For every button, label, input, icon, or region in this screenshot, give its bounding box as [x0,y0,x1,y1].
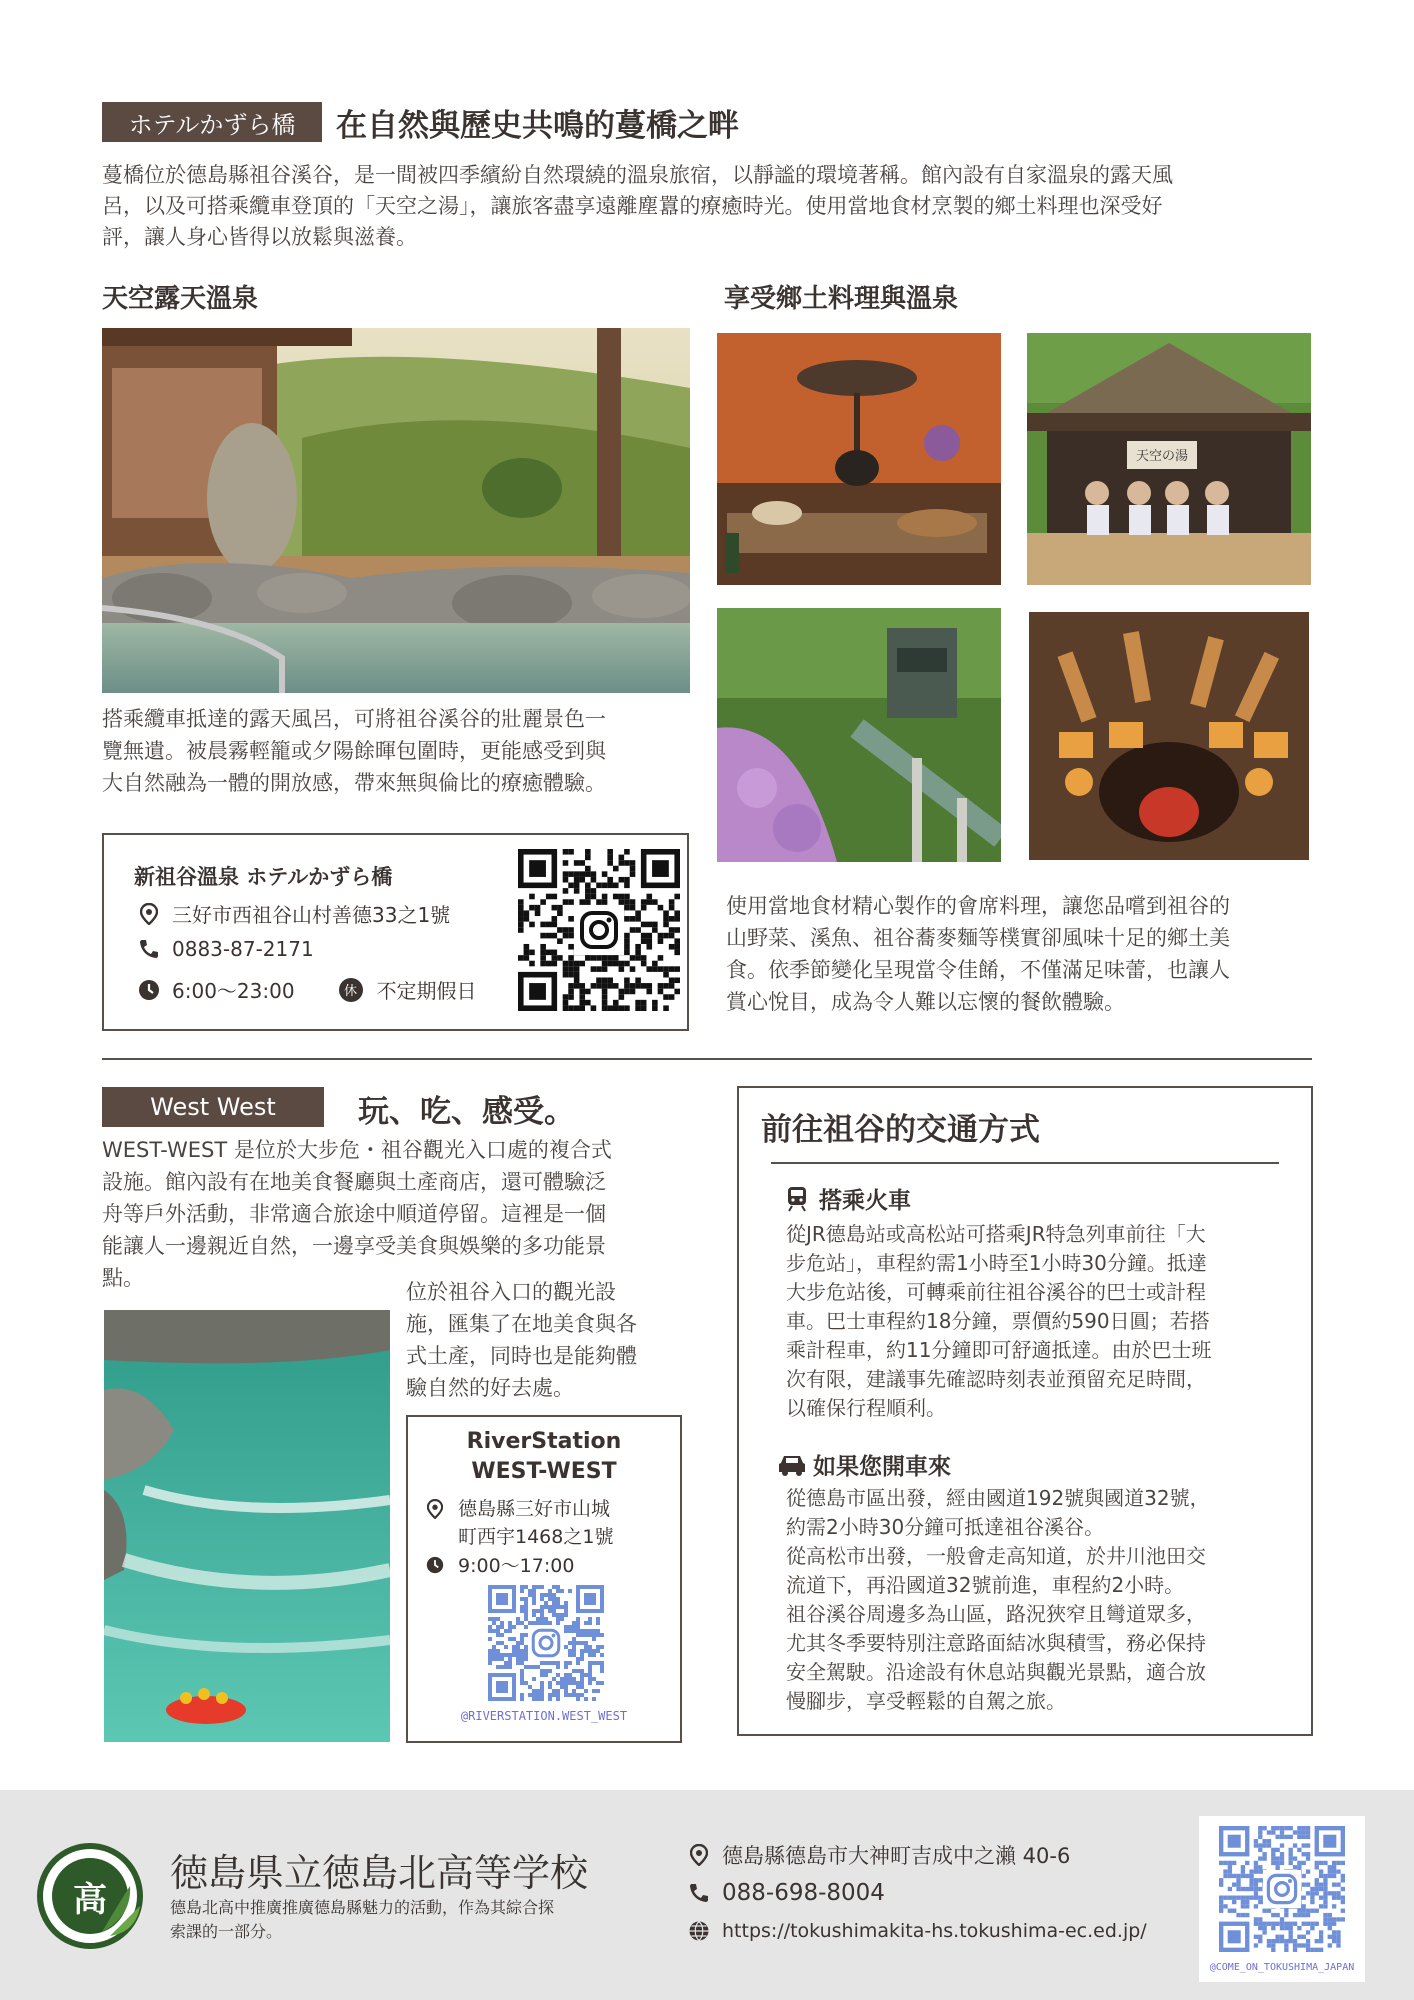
train-icon [787,1186,807,1212]
location-pin-icon [688,1844,710,1866]
cuisine-text-line: 食。依季節變化呈現當令佳餚，不僅滿足味蕾，也讓人 [726,958,1230,982]
footer-phone: 088-698-8004 [722,1880,885,1906]
train-heading-row [787,1182,911,1215]
west-address-row [424,1495,613,1551]
hotel-intro [102,160,1322,253]
west-intro-line: 設施。館內設有在地美食餐廳與土產商店，還可體驗泛 [102,1170,606,1194]
west-side-line: 式土產，同時也是能夠體 [406,1344,637,1368]
school-logo [36,1842,144,1950]
cuisine-heading: 享受鄉土料理與溫泉 [724,284,959,314]
car-text-line: 流道下，再沿國道32號前進，車程約2小時。 [786,1573,1185,1597]
cuisine-text-line: 賞心悅目，成為令人難以忘懷的餐飲體驗。 [726,990,1125,1014]
train-text-line: 大步危站後，可轉乘前往祖谷溪谷的巴士或計程 [786,1280,1206,1304]
car-heading: 如果您開車來 [813,1454,951,1480]
hotel-qr-code[interactable] [518,849,680,1011]
hotel-info-name: 新祖谷溫泉 ホテルかずら橋 [134,865,393,889]
hotel-hours-row [138,975,477,1004]
west-hours: 9:00～17:00 [458,1555,575,1577]
train-text-line: 步危站」，車程約需1小時至1小時30分鐘。抵達 [786,1251,1207,1275]
west-side-line: 驗自然的好去處。 [406,1376,574,1400]
footer [0,1790,1414,2000]
clock-icon [424,1554,446,1576]
west-intro-line: 舟等戶外活動，非常適合旅途中順道停留。這裡是一個 [102,1202,606,1226]
section-divider [102,1058,1312,1060]
hotel-phone-row [138,937,314,961]
instagram-icon [528,1625,564,1661]
west-title: 玩、吃、感受。 [358,1094,575,1130]
west-info-name-line1: RiverStation [466,1429,622,1454]
west-side-text [406,1276,706,1404]
car-text-line: 安全駕駛。沿途設有休息站與觀光景點，適合放 [786,1660,1206,1684]
instagram-icon [574,905,624,955]
car-heading-row [777,1448,951,1481]
hotel-closed: 不定期假日 [376,979,477,1003]
phone-icon [688,1882,710,1904]
access-box [737,1086,1313,1736]
train-text-line: 次有限，建議事先確認時刻表並預留充足時間， [786,1367,1206,1391]
grilled-fish-photo [1029,612,1309,860]
school-name: 徳島県立徳島北高等学校 [170,1851,589,1895]
footer-address-row [688,1840,1070,1870]
car-text [786,1484,1296,1716]
car-text-line: 約需2小時30分鐘可抵達祖谷溪谷。 [786,1515,1105,1539]
west-intro-line: WEST-WEST 是位於大步危・祖谷觀光入口處的複合式 [102,1138,612,1162]
west-info-name [408,1427,680,1487]
west-hours-row [424,1551,574,1578]
school-desc-line: 德島北高中推廣推廣德島縣魅力的活動，作為其綜合探 [170,1898,555,1917]
phone-icon [138,938,160,960]
west-address-line2: 町西宇1468之1號 [458,1526,614,1548]
school-desc-line: 索課的一部分。 [170,1922,283,1941]
onsen-text-line: 搭乘纜車抵達的露天風呂，可將祖谷溪谷的壯麗景色一 [102,707,606,731]
onsen-heading: 天空露天溫泉 [102,284,259,314]
onsen-text-line: 覽無遺。被晨霧輕籠或夕陽餘暉包圍時，更能感受到與 [102,739,606,763]
west-intro-line: 點。 [102,1266,144,1290]
hotel-info-box [102,833,689,1031]
onsen-photo [102,328,690,693]
west-side-line: 位於祖谷入口的觀光設 [406,1280,616,1304]
location-pin-icon [138,903,160,925]
hotel-address-row [138,899,450,928]
footer-phone-row [688,1880,885,1906]
car-icon [777,1453,807,1477]
train-text [786,1220,1296,1423]
train-text-line: 以確保行程順利。 [786,1396,946,1420]
west-tag: West West [102,1087,324,1127]
footer-qr-code [1219,1826,1345,1952]
west-info-box [406,1415,682,1743]
kaiseki-photo [717,333,1001,585]
footer-qr-caption: @COME_ON_TOKUSHIMA_JAPAN [1209,1962,1355,1973]
cable-car-photo [717,608,1001,862]
footer-url[interactable]: https://tokushimakita-hs.tokushima-ec.ed.jp/ [722,1920,1147,1942]
onsen-text-line: 大自然融為一體的開放感，帶來無與倫比的療癒體驗。 [102,771,606,795]
train-text-line: 從JR德島站或高松站可搭乘JR特急列車前往「大 [786,1222,1206,1246]
west-qr-code[interactable] [488,1585,604,1701]
car-text-line: 尤其冬季要特別注意路面結冰與積雪，務必保持 [786,1631,1206,1655]
car-text-line: 從高松市出發，一般會走高知道，於井川池田交 [786,1544,1206,1568]
west-qr-caption: @RIVERSTATION.WEST_WEST [460,1709,628,1723]
train-text-line: 車。巴士車程約18分鐘，票價約590日圓；若搭 [786,1309,1210,1333]
car-text-line: 從德島市區出發，經由國道192號與國道32號， [786,1486,1210,1510]
footer-url-row[interactable] [688,1920,1147,1942]
hotel-tag: ホテルかずら橋 [102,102,322,142]
hotel-address: 三好市西祖谷山村善德33之1號 [172,903,451,927]
west-info-name-line2: WEST-WEST [471,1459,617,1484]
west-side-line: 施，匯集了在地美食與各 [406,1312,637,1336]
cuisine-text-line: 使用當地食材精心製作的會席料理，讓您品嚐到祖谷的 [726,894,1230,918]
train-text-line: 乘計程車，約11分鐘即可舒適抵達。由於巴士班 [786,1338,1212,1362]
teahouse-sign-text: 天空の湯 [1135,449,1189,464]
west-intro [102,1134,692,1294]
teahouse-photo [1027,333,1311,585]
west-intro-line: 能讓人一邊親近自然，一邊享受美食與娛樂的多功能景 [102,1234,606,1258]
onsen-text [102,703,702,799]
cuisine-text [726,890,1326,1018]
car-text-line: 慢腳步，享受輕鬆的自駕之旅。 [786,1689,1066,1713]
hotel-intro-line: 評，讓人身心皆得以放鬆與滋養。 [102,225,417,249]
west-address [458,1495,613,1551]
school-logo-char: 高 [73,1880,107,1920]
hotel-hours: 6:00～23:00 [172,979,295,1003]
instagram-icon [1263,1870,1301,1908]
hotel-title: 在自然與歷史共鳴的蔓橋之畔 [336,108,739,144]
west-address-line1: 德島縣三好市山城 [458,1498,611,1520]
closed-icon: 休 [339,978,363,1002]
school-desc [170,1896,554,1944]
location-pin-icon [424,1498,446,1520]
access-title: 前往祖谷的交通方式 [761,1112,1040,1148]
globe-icon [688,1920,710,1942]
hotel-intro-line: 呂，以及可搭乘纜車登頂的「天空之湯」，讓旅客盡享遠離塵囂的療癒時光。使用當地食材烹製的鄉土料理也深受好 [102,194,1163,218]
hotel-phone: 0883-87-2171 [172,937,314,961]
train-heading: 搭乘火車 [819,1188,911,1214]
car-text-line: 祖谷溪谷周邊多為山區，路況狹窄且彎道眾多， [786,1602,1206,1626]
clock-icon [138,979,160,1001]
hotel-intro-line: 蔓橋位於德島縣祖谷溪谷，是一間被四季繽紛自然環繞的溫泉旅宿，以靜謐的環境著稱。館內設有自家溫泉的露天風 [102,163,1173,187]
footer-address: 德島縣德島市大神町吉成中之瀨 40-6 [722,1844,1071,1868]
access-title-rule [771,1162,1279,1164]
footer-qr-card[interactable] [1199,1816,1365,1982]
rafting-photo [104,1310,390,1742]
cuisine-text-line: 山野菜、溪魚、祖谷蕎麥麵等樸實卻風味十足的鄉土美 [726,926,1230,950]
